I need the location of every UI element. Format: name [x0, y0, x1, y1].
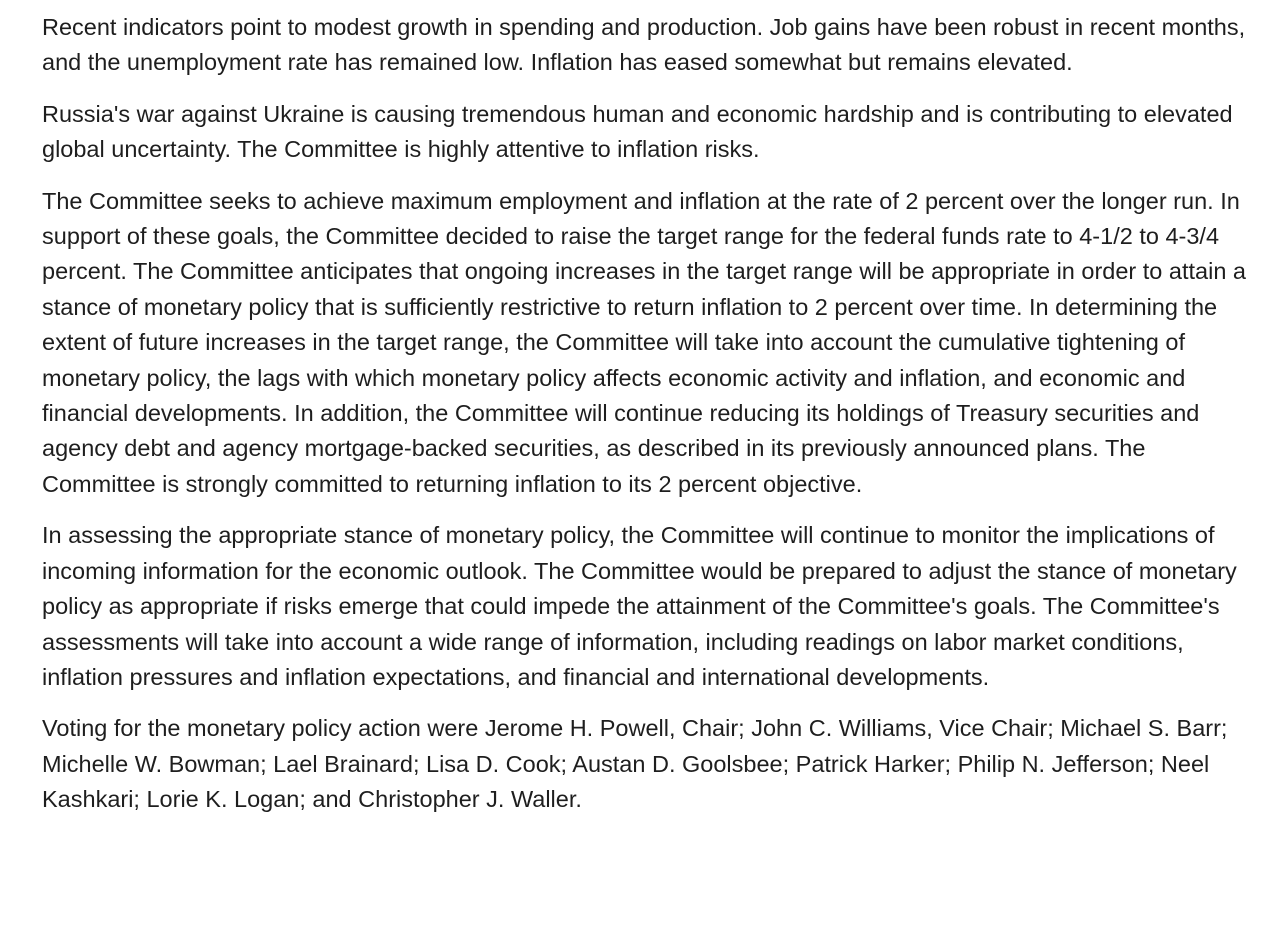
- paragraph-voting-members: Voting for the monetary policy action were Jerome H. Powell, Chair; John C. Williams, Vice Chair; Michael S. Barr; Michelle W. Bowman; Lael Brainard; Lisa D. Cook; Austan D. Goolsbee; Patrick Harker; Philip N. Jefferson; Neel Kashkari; Lorie K. Logan; and Christopher J. Waller.: [42, 715, 1228, 813]
- paragraph-ukraine-war: Russia's war against Ukraine is causing tremendous human and economic hardship and is contributing to elevated global uncertainty. The Committee is highly attentive to inflation risks.: [42, 100, 1233, 163]
- paragraph-policy-assessment: In assessing the appropriate stance of monetary policy, the Committee will continue to monitor the implications of incoming information for the economic outlook. The Committee would be prepared to adjust the stance of monetary policy as appropriate if risks emerge that could impede the attainment of the Committee's goals. The Committee's assessments will take into account a wide range of information, including readings on labor market conditions, inflation pressures and inflation expectations, and financial and international developments.: [42, 522, 1237, 690]
- paragraph-economic-indicators: Recent indicators point to modest growth in spending and production. Job gains have been robust in recent months, and the unemployment rate has remained low. Inflation has eased somewhat but remains elevated.: [42, 14, 1246, 76]
- paragraph-policy-decision: The Committee seeks to achieve maximum employment and inflation at the rate of 2 percent over the longer run. In support of these goals, the Committee decided to raise the target range for the federal funds rate to 4-1/2 to 4-3/4 percent. The Committee anticipates that ongoing increases in the target range will be appropriate in order to attain a stance of monetary policy that is sufficiently restrictive to return inflation to 2 percent over time. In determining the extent of future increases in the target range, the Committee will take into account the cumulative tightening of monetary policy, the lags with which monetary policy affects economic activity and inflation, and economic and financial developments. In addition, the Committee will continue reducing its holdings of Treasury securities and agency debt and agency mortgage-backed securities, as described in its previously announced plans. The Committee is strongly committed to returning inflation to its 2 percent objective.: [42, 187, 1246, 497]
